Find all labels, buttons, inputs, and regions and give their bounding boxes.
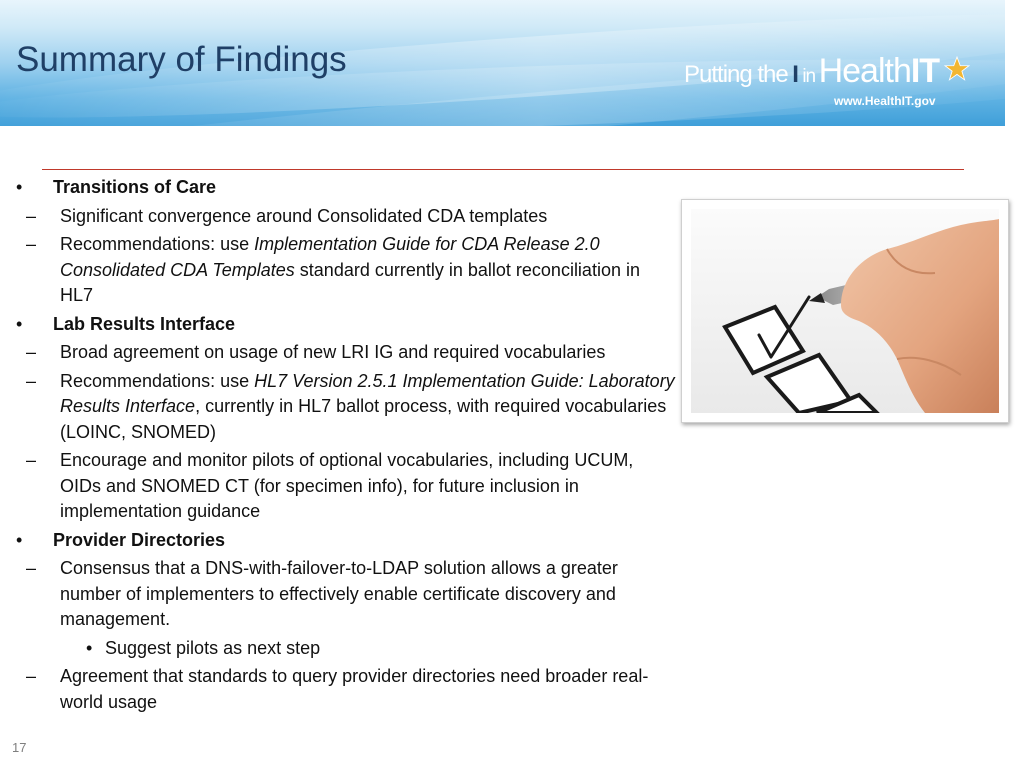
finding-item <box>16 369 676 446</box>
star-icon <box>944 56 970 82</box>
logo-word: IT <box>910 52 940 90</box>
section-item <box>16 312 676 338</box>
section-item <box>16 528 676 554</box>
finding-text: , currently in HL7 ballot process, with required vocabularies (LOINC, SNOMED) <box>60 396 667 442</box>
finding-text: Recommendations: use <box>60 370 255 391</box>
logo-wordmark <box>684 52 939 91</box>
finding-item <box>16 556 676 633</box>
finding-text: Recommendations: use <box>60 234 255 254</box>
finding-text: Encourage and monitor pilots of optional vocabularies, including UCUM, OIDs and SNOMED CT (for specimen info), for future inclusion in implementation guidance <box>60 450 634 521</box>
sub-finding-item <box>16 636 676 662</box>
section-item <box>16 175 676 201</box>
title-divider <box>42 169 964 170</box>
logo-word: in <box>802 66 816 87</box>
dash: – <box>26 450 37 470</box>
section-heading: Lab Results Interface <box>53 313 236 334</box>
healthit-logo <box>684 52 984 114</box>
finding-text: Agreement that standards to query provider directories need broader real-world usage <box>60 666 649 712</box>
finding-text: standard currently in ballot reconciliation in HL7 <box>60 259 640 305</box>
logo-word: Health <box>818 52 911 90</box>
findings-list <box>16 172 676 715</box>
page-number: 17 <box>12 740 27 755</box>
finding-text: Broad agreement on usage of new LRI IG and required vocabularies <box>60 342 606 362</box>
finding-item <box>16 448 676 525</box>
finding-text: Consensus that a DNS-with-failover-to-LDAP solution allows a greater number of implementers to effectively enable certificate discovery and management. <box>60 558 618 629</box>
finding-item <box>16 204 676 230</box>
logo-word: Putting the <box>684 61 788 88</box>
hand-checkbox-illustration <box>691 209 999 413</box>
dash: – <box>26 234 37 254</box>
finding-item <box>16 232 676 309</box>
dash: – <box>26 342 37 362</box>
bullet: • <box>16 529 23 550</box>
finding-item <box>16 664 676 715</box>
logo-word: I <box>792 61 798 88</box>
bullet: • <box>16 177 23 197</box>
finding-italic: Implementation Guide for CDA Release 2.0 Consolidated CDA Templates <box>60 234 600 280</box>
checklist-photo <box>681 199 1009 423</box>
logo-url: www.HealthIT.gov <box>834 94 936 108</box>
finding-italic: HL7 Version 2.5.1 Implementation Guide: Laboratory Results Interface <box>60 370 675 416</box>
section-heading: Provider Directories <box>53 529 226 550</box>
dash: – <box>26 558 37 578</box>
bullet: • <box>86 637 93 658</box>
dash: – <box>26 666 37 686</box>
dash: – <box>26 370 37 391</box>
sub-finding-text: Suggest pilots as next step <box>105 637 321 658</box>
dash: – <box>26 205 37 226</box>
slide-title: Summary of Findings <box>16 40 347 79</box>
section-heading: Transitions of Care <box>53 177 217 197</box>
finding-item <box>16 340 676 366</box>
finding-text: Significant convergence around Consolidated CDA templates <box>60 205 548 226</box>
bullet: • <box>16 313 23 334</box>
